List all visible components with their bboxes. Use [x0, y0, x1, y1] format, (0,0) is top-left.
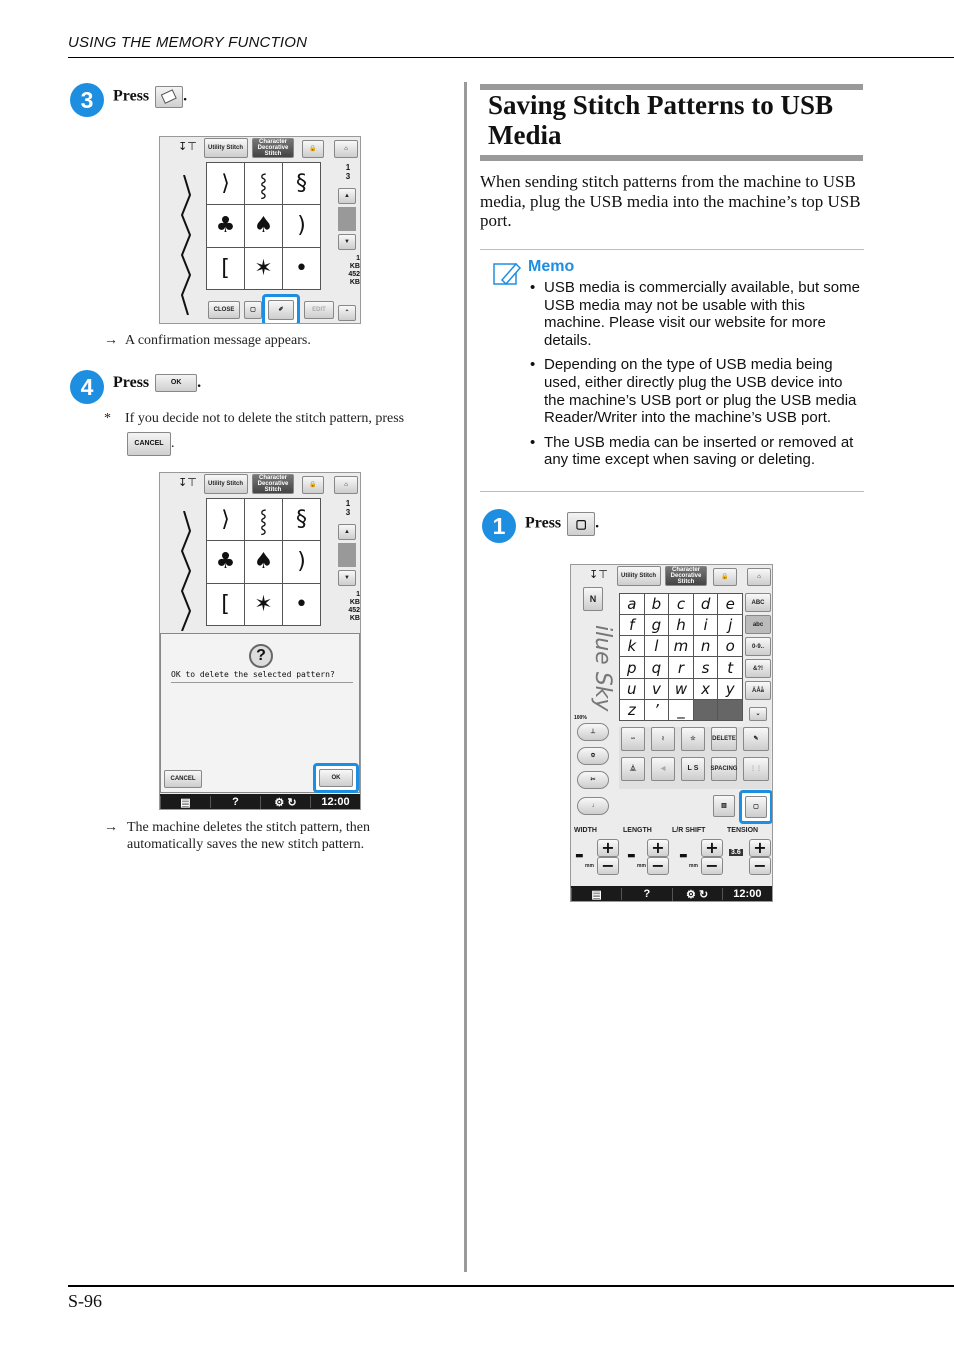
width-value-icon: ▬ — [575, 851, 584, 861]
scroll-up-button[interactable]: ▲ — [338, 524, 356, 540]
pattern-cell[interactable]: [ — [207, 584, 244, 625]
size-large: L — [687, 765, 692, 772]
letter-key[interactable]: f — [620, 615, 644, 635]
settings-icon[interactable]: ⚙ ↻ — [672, 888, 722, 901]
section-title: Saving Stitch Patterns to USB Media — [488, 90, 834, 150]
pattern-cell[interactable]: ⸾ — [245, 499, 282, 540]
letter-key[interactable]: o — [718, 636, 742, 656]
letter-key[interactable]: n — [694, 636, 718, 656]
mirror-icon[interactable]: ⏅ — [621, 757, 645, 781]
stitch-shape-icon[interactable]: ∽ — [621, 727, 645, 751]
plus-icon[interactable]: + — [701, 839, 723, 857]
character-type-list — [745, 593, 771, 700]
home-icon[interactable]: ⌂ — [334, 140, 358, 158]
close-button[interactable]: CLOSE — [208, 301, 240, 319]
memo-pencil-icon — [492, 260, 522, 293]
character-stitch-tab[interactable]: Character Decorative Stitch — [252, 138, 294, 158]
memory-info — [338, 591, 360, 623]
plus-icon[interactable]: + — [597, 839, 619, 857]
letter-key[interactable]: j — [718, 615, 742, 635]
plus-icon[interactable]: + — [647, 839, 669, 857]
shift-stepper[interactable] — [701, 839, 723, 875]
save-icon: ✐ — [268, 300, 294, 320]
manual-icon[interactable]: ▤ — [160, 796, 210, 809]
running-header: USING THE MEMORY FUNCTION — [68, 34, 308, 51]
symbols-tab[interactable]: &?! — [745, 659, 771, 678]
letter-key[interactable]: a — [620, 594, 644, 614]
pattern-cell[interactable]: • — [283, 584, 320, 625]
utility-stitch-tab[interactable]: Utility Stitch — [617, 566, 661, 586]
settings-icon[interactable]: ⚙ ↻ — [260, 796, 310, 809]
empty-key — [718, 700, 742, 720]
presser-foot-icon: ↧⊤ — [178, 140, 197, 153]
utility-stitch-tab[interactable]: Utility Stitch — [204, 474, 248, 494]
minus-icon[interactable]: − — [749, 857, 771, 875]
press-label: Press — [525, 514, 562, 532]
elongation-icon[interactable]: ⋮⋮ — [743, 757, 769, 781]
letter-key[interactable]: v — [645, 679, 669, 699]
step4-instruction — [113, 374, 201, 392]
step3-result: → A confirmation message appears. — [104, 333, 311, 348]
thread-cutter-icon[interactable]: ⎊ — [577, 747, 609, 765]
help-icon[interactable]: ? — [210, 796, 260, 808]
pattern-cell[interactable]: § — [283, 163, 320, 204]
letter-grid — [619, 593, 743, 721]
edit-button[interactable]: EDIT — [304, 301, 334, 319]
shift-value-icon: ▬ — [679, 851, 688, 861]
mem-value: 452 — [348, 271, 360, 278]
pencil-icon[interactable]: ✎ — [743, 727, 769, 751]
stitch-preview-text: ilue Sky — [590, 625, 615, 712]
page-number: 1 — [345, 163, 351, 172]
column-divider — [464, 82, 467, 1272]
letter-key[interactable]: ’ — [645, 700, 669, 720]
cancel-button-icon[interactable]: CANCEL — [127, 432, 171, 456]
pattern-cell[interactable]: • — [283, 248, 320, 289]
header-rule — [68, 57, 954, 58]
memory-pocket-icon[interactable]: ▥ — [713, 795, 735, 817]
accented-tab[interactable]: ÄÅå — [745, 681, 771, 700]
pattern-cell[interactable]: ✶ — [245, 584, 282, 625]
width-stepper[interactable] — [597, 839, 619, 875]
pattern-grid — [206, 498, 321, 626]
minus-icon[interactable]: − — [597, 857, 619, 875]
letter-key[interactable]: t — [718, 657, 742, 677]
shift-unit: mm — [689, 863, 698, 869]
step4-result: → The machine deletes the stitch pattern, then automatically saves the new stitch pattern. — [104, 819, 434, 853]
letter-key[interactable]: b — [645, 594, 669, 614]
memo-title: Memo — [528, 258, 575, 275]
dialog-ok-button[interactable]: OK — [319, 769, 353, 787]
mem-value: 1 — [356, 591, 360, 598]
pattern-cell[interactable]: ♠ — [245, 205, 282, 246]
press-label: Press — [113, 374, 150, 391]
shift-label: L/R SHIFT — [672, 827, 706, 834]
save-pocket-icon: ▢ — [745, 796, 767, 818]
pocket-icon[interactable]: ▢ — [244, 301, 262, 319]
mem-value: 1 — [356, 255, 360, 262]
note-text: If you decide not to delete the stitch pattern, press — [125, 411, 405, 426]
pattern-cell[interactable]: ♣ — [207, 541, 244, 582]
scroll-down-icon[interactable]: ⌄ — [749, 707, 767, 721]
scroll-down-button[interactable]: ▼ — [338, 570, 356, 586]
length-value-icon: ▬ — [627, 851, 636, 861]
zoom-label: 100% — [574, 715, 587, 721]
memo-item: • Depending on the type of USB media being used, either directly plug the USB device into the machine’s USB port or plug the USB media Reader/Writer into the machine’s USB port. — [530, 356, 860, 426]
pattern-cell[interactable]: ✶ — [245, 248, 282, 289]
width-unit: mm — [585, 863, 594, 869]
ok-button-highlight — [313, 763, 359, 793]
pattern-cell[interactable]: ⟩ — [207, 163, 244, 204]
length-stepper[interactable] — [647, 839, 669, 875]
step-number-1: 1 — [482, 509, 516, 543]
tension-label: TENSION — [727, 827, 759, 834]
status-bar — [571, 886, 772, 902]
presser-foot-icon: ↧⊤ — [589, 568, 608, 581]
expand-icon[interactable]: ⌃ — [338, 305, 356, 321]
memory-info — [338, 255, 360, 287]
mem-value: 452 — [348, 607, 360, 614]
stitch-preview — [174, 175, 194, 315]
letter-key[interactable]: m — [669, 636, 693, 656]
stitch-memory-screen — [159, 136, 361, 324]
mem-unit: KB — [349, 279, 360, 286]
left-arrow-icon[interactable]: ◀ — [651, 757, 675, 781]
period: . — [595, 514, 600, 532]
length-unit: mm — [637, 863, 646, 869]
delete-button[interactable]: DELETE — [711, 727, 737, 751]
memo-list — [530, 279, 860, 476]
stitch-preview — [174, 511, 194, 631]
mem-unit: KB — [349, 599, 360, 606]
ok-button-icon[interactable]: OK — [155, 374, 197, 392]
stitch-pattern-icon[interactable]: ☆ — [681, 727, 705, 751]
page-number: 1 — [345, 499, 351, 508]
pattern-cell[interactable]: ♠ — [245, 541, 282, 582]
page-total: 3 — [345, 508, 351, 517]
tension-stepper[interactable] — [749, 839, 771, 875]
pattern-cell[interactable]: ⸾ — [245, 163, 282, 204]
width-label: WIDTH — [574, 827, 597, 834]
page-indicator — [338, 499, 358, 517]
pattern-cell[interactable]: [ — [207, 248, 244, 289]
lock-icon[interactable]: 🔒 — [713, 568, 737, 586]
memo-item: • The USB media can be inserted or removed at any time except when saving or deleting. — [530, 434, 860, 469]
minus-icon[interactable]: − — [701, 857, 723, 875]
mem-unit: KB — [349, 615, 360, 622]
letter-key[interactable]: r — [669, 657, 693, 677]
cancel-inline: CANCEL . — [127, 432, 175, 456]
size-toggle[interactable] — [681, 757, 705, 781]
uppercase-tab[interactable]: ABC — [745, 593, 771, 612]
lowercase-tab[interactable]: abc — [745, 615, 771, 634]
pocket-save-icon[interactable]: ▢ — [567, 512, 595, 536]
letter-key[interactable]: z — [620, 700, 644, 720]
step-number-3: 3 — [70, 83, 104, 117]
letter-key[interactable]: s — [694, 657, 718, 677]
scroll-up-button[interactable]: ▲ — [338, 188, 356, 204]
memo-item: • USB media is commercially available, but some USB media may not be usable with this machine. Please visit our website for more details. — [530, 279, 860, 349]
letter-key[interactable]: k — [620, 636, 644, 656]
pattern-cell[interactable]: ) — [283, 541, 320, 582]
scroll-down-button[interactable]: ▼ — [338, 234, 356, 250]
character-stitch-screen — [570, 564, 773, 902]
manual-icon[interactable]: ▤ — [571, 888, 621, 901]
pattern-cell[interactable]: ⟩ — [207, 499, 244, 540]
letter-key[interactable]: p — [620, 657, 644, 677]
save-button-highlight[interactable] — [262, 294, 300, 324]
footer-rule — [68, 1285, 954, 1287]
letter-key[interactable]: w — [669, 679, 693, 699]
step4-note: * If you decide not to delete the stitch pattern, press — [104, 411, 405, 426]
step1-instruction — [525, 512, 599, 536]
confirm-dialog — [160, 633, 360, 793]
result-text: A confirmation message appears. — [125, 333, 311, 348]
press-label: Press — [113, 87, 150, 105]
edit-panel — [619, 727, 771, 789]
home-icon[interactable]: ⌂ — [747, 568, 771, 586]
period: . — [197, 374, 202, 391]
pattern-cell[interactable]: ) — [283, 205, 320, 246]
stitch-height-icon[interactable]: ≀ — [651, 727, 675, 751]
letter-key[interactable]: q — [645, 657, 669, 677]
save-pocket-highlight[interactable] — [739, 790, 773, 824]
page-indicator — [338, 163, 358, 181]
page-total: 3 — [345, 172, 351, 181]
presser-foot-icon: ↧⊤ — [178, 476, 197, 489]
needle-position-icon[interactable]: ↓ — [577, 797, 609, 815]
utility-stitch-tab[interactable]: Utility Stitch — [204, 138, 248, 158]
clock: 12:00 — [722, 888, 772, 900]
title-rule-bottom — [480, 155, 863, 161]
character-stitch-tab[interactable]: Character Decorative Stitch — [665, 566, 707, 586]
letter-key[interactable]: u — [620, 679, 644, 699]
plus-icon[interactable]: + — [749, 839, 771, 857]
lock-icon[interactable]: 🔒 — [302, 140, 324, 158]
status-bar — [160, 794, 360, 810]
letter-key[interactable]: l — [645, 636, 669, 656]
pattern-cell[interactable]: ♣ — [207, 205, 244, 246]
presser-position-icon[interactable]: ⊥ — [577, 723, 609, 741]
period: . — [183, 87, 188, 105]
letter-key[interactable]: _ — [669, 700, 693, 720]
page-number: S-96 — [68, 1291, 103, 1311]
numbers-tab[interactable]: 0-9.. — [745, 637, 771, 656]
letter-key[interactable]: e — [718, 594, 742, 614]
dialog-message: OK to delete the selected pattern? — [171, 670, 353, 683]
character-stitch-tab[interactable]: Character Decorative Stitch — [252, 474, 294, 494]
minus-icon[interactable]: − — [647, 857, 669, 875]
question-icon: ? — [249, 644, 273, 668]
letter-key[interactable]: i — [694, 615, 718, 635]
help-icon[interactable]: ? — [621, 888, 671, 900]
letter-key[interactable]: x — [694, 679, 718, 699]
result-text: The machine deletes the stitch pattern, then automatically saves the new stitch pattern. — [127, 820, 370, 852]
size-small: S — [693, 765, 699, 772]
letter-key[interactable]: g — [645, 615, 669, 635]
dialog-cancel-button[interactable]: CANCEL — [164, 770, 202, 788]
letter-key[interactable]: y — [718, 679, 742, 699]
scissors-icon[interactable]: ✂ — [577, 771, 609, 789]
pattern-grid — [206, 162, 321, 290]
letter-key[interactable]: c — [669, 594, 693, 614]
mem-unit: KB — [349, 263, 360, 270]
scrollbar[interactable] — [338, 543, 356, 567]
needle-icon[interactable]: N — [583, 587, 603, 611]
intro-paragraph: When sending stitch patterns from the machine to USB media, plug the USB media into the machine’s top USB port. — [480, 172, 861, 230]
tension-value: 3.6 — [731, 849, 741, 856]
letter-key[interactable]: h — [669, 615, 693, 635]
clock: 12:00 — [310, 796, 360, 808]
length-label: LENGTH — [623, 827, 652, 834]
step3-instruction — [113, 86, 187, 108]
letter-key[interactable]: d — [694, 594, 718, 614]
step-number-4: 4 — [70, 370, 104, 404]
pattern-cell[interactable]: § — [283, 499, 320, 540]
lock-icon[interactable]: 🔒 — [302, 476, 324, 494]
scrollbar[interactable] — [338, 207, 356, 231]
home-icon[interactable]: ⌂ — [334, 476, 358, 494]
spacing-button[interactable]: SPACING — [711, 757, 737, 781]
save-eraser-icon[interactable] — [155, 86, 183, 108]
delete-confirm-screen — [159, 472, 361, 810]
empty-key — [694, 700, 718, 720]
